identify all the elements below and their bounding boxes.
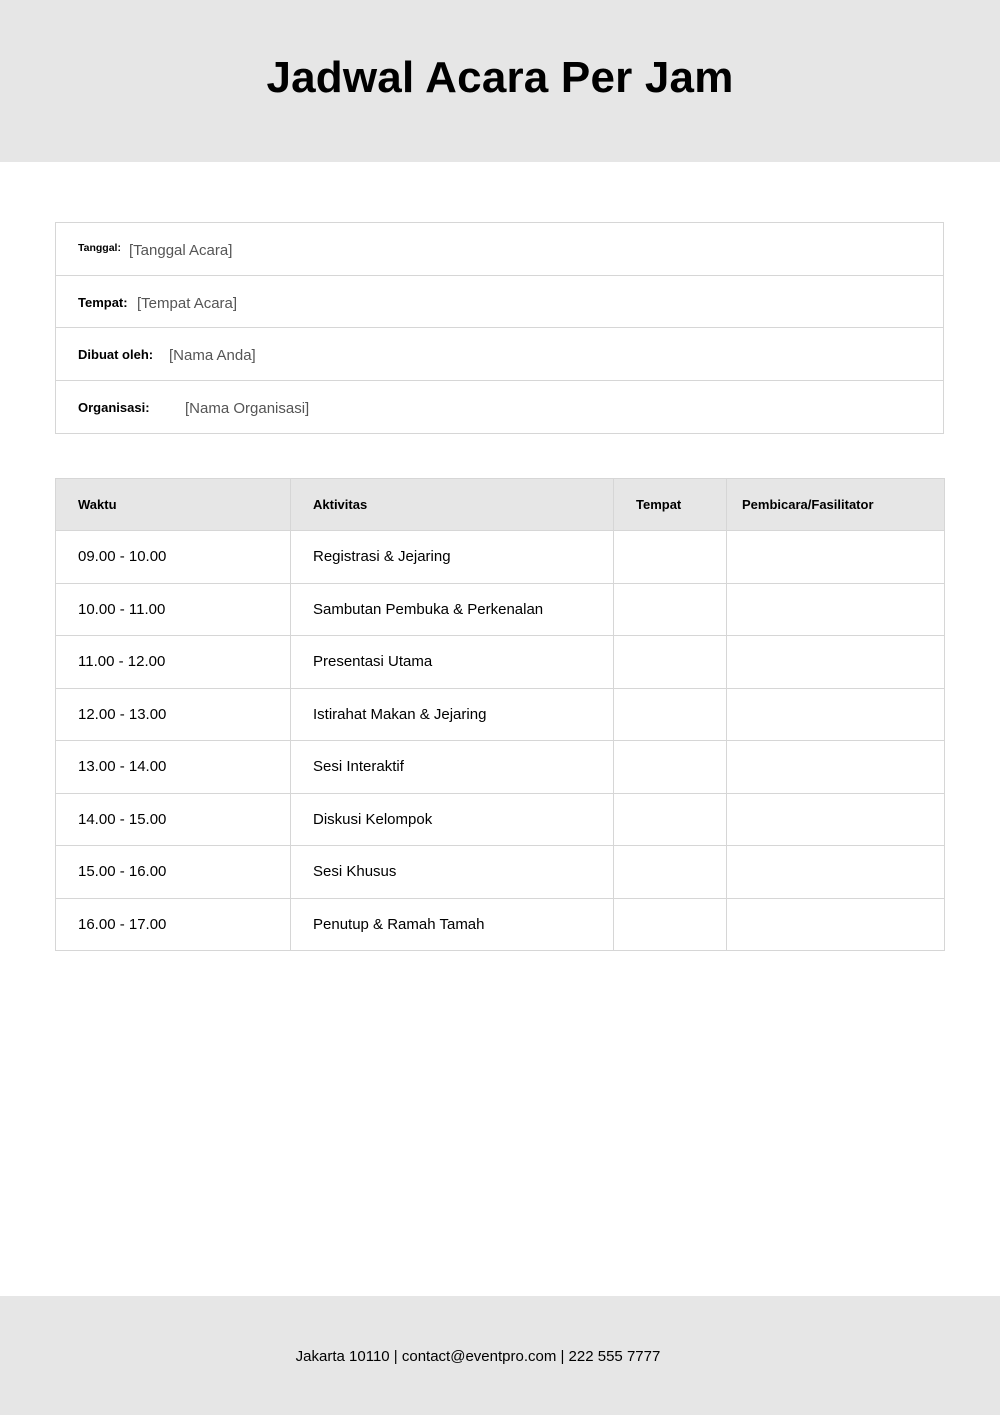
schedule-table	[55, 478, 945, 951]
page-title: Jadwal Acara Per Jam	[266, 53, 734, 102]
time-cell: 09.00 - 10.00	[56, 531, 291, 584]
speaker-cell	[727, 636, 945, 689]
venue-cell	[614, 846, 727, 899]
venue-label: Tempat:	[78, 294, 128, 310]
info-row-organization	[56, 381, 943, 434]
venue-cell	[614, 583, 727, 636]
time-cell: 11.00 - 12.00	[56, 636, 291, 689]
speaker-cell	[727, 741, 945, 794]
activity-cell: Sesi Interaktif	[291, 741, 614, 794]
activity-cell: Presentasi Utama	[291, 636, 614, 689]
author-value: [Nama Anda]	[169, 347, 256, 364]
time-cell: 12.00 - 13.00	[56, 688, 291, 741]
venue-cell	[614, 688, 727, 741]
table-row	[56, 583, 945, 636]
venue-value: [Tempat Acara]	[137, 294, 238, 312]
info-row-date	[56, 223, 943, 276]
time-cell: 13.00 - 14.00	[56, 741, 291, 794]
table-row	[56, 636, 945, 689]
header-speaker: Pembicara/Fasilitator	[727, 479, 945, 531]
activity-cell: Istirahat Makan & Jejaring	[291, 688, 614, 741]
speaker-cell	[727, 793, 945, 846]
table-row	[56, 793, 945, 846]
info-row-author	[56, 328, 943, 381]
speaker-cell	[727, 846, 945, 899]
activity-cell: Penutup & Ramah Tamah	[291, 898, 614, 951]
time-cell: 10.00 - 11.00	[56, 583, 291, 636]
activity-cell: Registrasi & Jejaring	[291, 531, 614, 584]
speaker-cell	[727, 531, 945, 584]
header-time: Waktu	[56, 479, 291, 531]
title-banner	[0, 0, 1000, 162]
header-venue: Tempat	[614, 479, 727, 531]
author-label: Dibuat oleh:	[78, 347, 154, 362]
organization-value: [Nama Organisasi]	[185, 399, 310, 417]
footer-banner	[0, 1296, 1000, 1415]
table-row	[56, 531, 945, 584]
venue-cell	[614, 898, 727, 951]
table-row	[56, 898, 945, 951]
date-value: [Tanggal Acara]	[129, 242, 233, 259]
date-label: Tanggal:	[78, 242, 121, 254]
speaker-cell	[727, 688, 945, 741]
table-row	[56, 846, 945, 899]
time-cell: 14.00 - 15.00	[56, 793, 291, 846]
venue-cell	[614, 636, 727, 689]
event-info-panel	[55, 222, 944, 434]
activity-cell: Diskusi Kelompok	[291, 793, 614, 846]
table-row	[56, 741, 945, 794]
time-cell: 15.00 - 16.00	[56, 846, 291, 899]
footer-contact-text: Jakarta 10110 | contact@eventpro.com | 222 555 7777	[295, 1347, 661, 1365]
activity-cell: Sesi Khusus	[291, 846, 614, 899]
venue-cell	[614, 793, 727, 846]
header-activity: Aktivitas	[291, 479, 614, 531]
info-row-venue	[56, 276, 943, 329]
activity-cell: Sambutan Pembuka & Perkenalan	[291, 583, 614, 636]
speaker-cell	[727, 583, 945, 636]
venue-cell	[614, 741, 727, 794]
schedule-header-row	[56, 479, 945, 531]
organization-label: Organisasi:	[78, 399, 150, 415]
table-row	[56, 688, 945, 741]
time-cell: 16.00 - 17.00	[56, 898, 291, 951]
venue-cell	[614, 531, 727, 584]
speaker-cell	[727, 898, 945, 951]
